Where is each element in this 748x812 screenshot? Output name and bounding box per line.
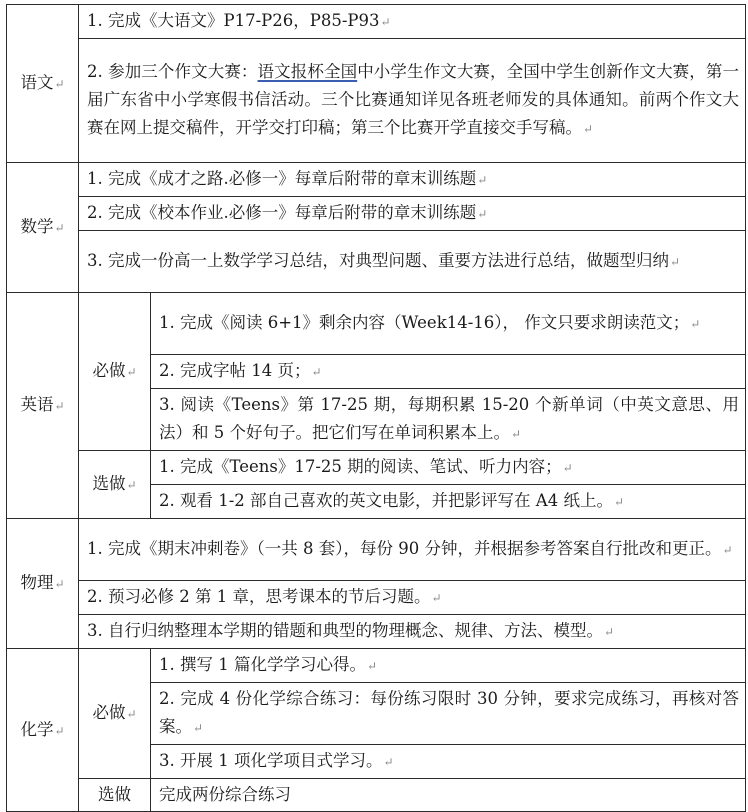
wuli-subject-cell bbox=[7, 519, 79, 649]
wuli-row bbox=[7, 615, 746, 649]
wuli-item-2 bbox=[79, 581, 746, 615]
shuxue-row bbox=[7, 163, 746, 197]
yuwen-row bbox=[7, 39, 746, 163]
subject-label: 物理 bbox=[20, 573, 54, 592]
return-mark: ↵ bbox=[604, 625, 615, 639]
contest-link[interactable]: 语文报杯全国 bbox=[257, 62, 358, 81]
yingyu-optional-item-1 bbox=[151, 451, 746, 485]
category-label: 选做 bbox=[98, 785, 131, 804]
yingyu-optional-cell bbox=[79, 451, 151, 519]
huaxue-required-cell bbox=[79, 649, 151, 779]
item-text: 2. 预习必修 2 第 1 章，思考课本的节后习题。 bbox=[87, 587, 431, 606]
item-text: 1. 完成《期末冲刺卷》（一共 8 套），每份 90 分钟，并根据参考答案自行批改和更正。 bbox=[87, 539, 722, 558]
item-text: 2. 参加三个作文大赛：语文报杯全国中小学生作文大赛，全国中学生创新作文大赛，第一届广东省中小学寒假书信活动。三个比赛通知详见各班老师发的具体通知。前两个作文大赛在网上提交稿件，开学交打印稿；第三个比赛开学直接交手写稿。 bbox=[87, 62, 740, 137]
return-mark: ↵ bbox=[54, 77, 65, 91]
item-text: 1. 完成《阅读 6+1》剩余内容（Week14-16）， 作文只要求朗读范文； bbox=[159, 313, 690, 332]
shuxue-subject-cell bbox=[7, 163, 79, 293]
return-mark: ↵ bbox=[431, 591, 442, 605]
return-mark: ↵ bbox=[722, 543, 733, 557]
return-mark: ↵ bbox=[54, 221, 65, 235]
item-text: 2. 观看 1-2 部自己喜欢的英文电影，并把影评写在 A4 纸上。 bbox=[159, 491, 613, 510]
return-mark: ↵ bbox=[54, 723, 65, 738]
wuli-row bbox=[7, 581, 746, 615]
item-text: 3. 自行归纳整理本学期的错题和典型的物理概念、规律、方法、模型。 bbox=[87, 621, 603, 640]
wuli-row bbox=[7, 519, 746, 581]
yingyu-row bbox=[7, 293, 746, 355]
yingyu-required-item-3 bbox=[151, 389, 746, 451]
huaxue-required-item-1 bbox=[151, 649, 746, 683]
yingyu-subject-cell bbox=[7, 293, 79, 519]
yuwen-row bbox=[7, 5, 746, 39]
return-mark: ↵ bbox=[383, 755, 394, 769]
return-mark: ↵ bbox=[583, 122, 594, 136]
item-text: 3. 完成一份高一上数学学习总结，对典型问题、重要方法进行总结，做题型归纳 bbox=[87, 251, 669, 270]
item-text: 完成两份综合练习 bbox=[159, 785, 291, 804]
return-mark: ↵ bbox=[193, 721, 204, 735]
wuli-item-3 bbox=[79, 615, 746, 649]
item-text: 2. 完成 4 份化学综合练习：每份练习限时 30 分钟，要求完成练习，再核对答案。 bbox=[159, 689, 739, 736]
return-mark: ↵ bbox=[126, 707, 137, 721]
huaxue-subject-cell bbox=[7, 649, 79, 812]
item-text: 3. 开展 1 项化学项目式学习。 bbox=[159, 751, 383, 770]
huaxue-required-item-3 bbox=[151, 745, 746, 779]
category-label: 必做 bbox=[92, 361, 126, 380]
yingyu-required-item-1 bbox=[151, 293, 746, 355]
return-mark: ↵ bbox=[477, 173, 488, 187]
return-mark: ↵ bbox=[511, 427, 522, 441]
huaxue-optional-cell bbox=[79, 779, 151, 812]
huaxue-row bbox=[7, 779, 746, 812]
item-text: 1. 完成《大语文》P17-P26，P85-P93 bbox=[87, 11, 380, 30]
shuxue-item-3 bbox=[79, 231, 746, 293]
return-mark: ↵ bbox=[562, 461, 573, 475]
item-text: 3. 阅读《Teens》第 17-25 期，每期积累 15-20 个新单词（中英文意思、用法）和 5 个好句子。把它们写在单词积累本上。 bbox=[159, 395, 739, 442]
huaxue-row bbox=[7, 649, 746, 683]
huaxue-required-item-2 bbox=[151, 683, 746, 745]
return-mark: ↵ bbox=[126, 478, 137, 492]
yingyu-required-item-2 bbox=[151, 355, 746, 389]
subject-label: 数学 bbox=[20, 217, 54, 236]
yingyu-required-cell bbox=[79, 293, 151, 451]
shuxue-item-2 bbox=[79, 197, 746, 231]
shuxue-item-1 bbox=[79, 163, 746, 197]
item-text: 1. 完成《成才之路.必修一》每章后附带的章末训练题 bbox=[87, 169, 477, 188]
huaxue-optional-item-1 bbox=[151, 779, 746, 812]
return-mark: ↵ bbox=[311, 365, 322, 379]
yuwen-item-1 bbox=[79, 5, 746, 39]
subject-label: 化学 bbox=[20, 719, 54, 739]
return-mark: ↵ bbox=[380, 15, 391, 29]
subject-label: 语文 bbox=[20, 73, 54, 92]
homework-table bbox=[6, 4, 746, 812]
category-label: 必做 bbox=[92, 703, 126, 722]
return-mark: ↵ bbox=[690, 317, 701, 331]
shuxue-row bbox=[7, 231, 746, 293]
return-mark: ↵ bbox=[126, 365, 137, 379]
return-mark: ↵ bbox=[54, 577, 65, 591]
return-mark: ↵ bbox=[366, 659, 378, 673]
subject-label: 英语 bbox=[20, 395, 54, 414]
item-text: 2. 完成《校本作业.必修一》每章后附带的章末训练题 bbox=[87, 203, 477, 222]
yuwen-subject-cell bbox=[7, 5, 79, 163]
category-label: 选做 bbox=[92, 474, 126, 493]
wuli-item-1 bbox=[79, 519, 746, 581]
item-text: 1. 完成《Teens》17-25 期的阅读、笔试、听力内容； bbox=[159, 457, 562, 476]
yuwen-item-2 bbox=[79, 39, 746, 163]
yingyu-optional-item-2 bbox=[151, 485, 746, 519]
item-text: 1. 撰写 1 篇化学学习心得。 bbox=[159, 655, 366, 674]
return-mark: ↵ bbox=[670, 255, 681, 269]
shuxue-row bbox=[7, 197, 746, 231]
return-mark: ↵ bbox=[477, 207, 488, 221]
return-mark: ↵ bbox=[54, 399, 65, 413]
item-text: 2. 完成字帖 14 页； bbox=[159, 361, 311, 380]
yingyu-row bbox=[7, 451, 746, 485]
return-mark: ↵ bbox=[613, 495, 625, 509]
